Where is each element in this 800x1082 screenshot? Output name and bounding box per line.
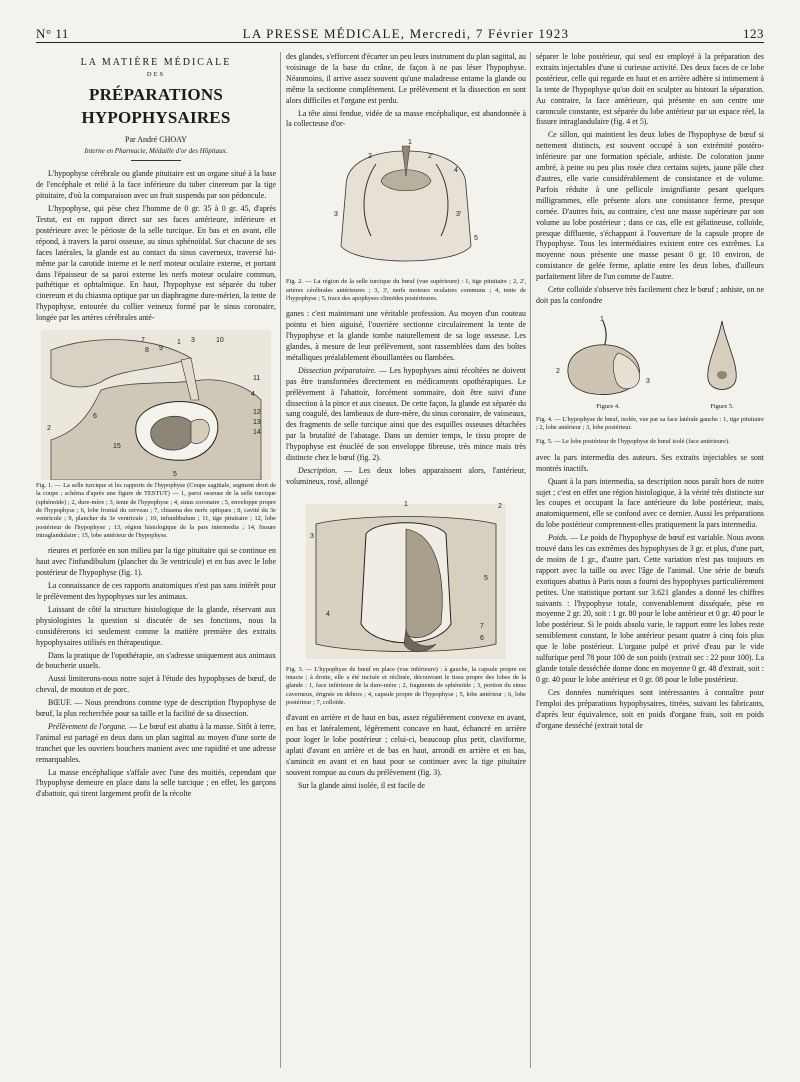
paragraph: Cette colloïde s'observe très facilement chez le bœuf ; anhiste, on ne doit pas la confondre [536, 285, 764, 305]
column-divider [280, 52, 281, 1068]
figure-5-caption: Fig. 5. — Le lobe postérieur de l'hypophyse de bœuf isolé (face antérieure). [536, 438, 730, 446]
figure-2-number: 3' [456, 211, 462, 219]
figure-1-number: 4 [251, 391, 255, 399]
figure-1-illustration [41, 330, 271, 480]
paragraph: BŒUF. — Nous prendrons comme type de description l'hypophyse de bœuf, la plus recherchée pour sa taille et la facilité de sa dissection. [36, 698, 276, 719]
figure-4-number: 2 [556, 367, 560, 375]
title-rule [131, 160, 181, 161]
figure-5-label: Figure 5. [710, 402, 734, 410]
paragraph: Dans la pratique de l'opothérapie, on s'adresse uniquement aux animaux de boucherie usuels. [36, 650, 276, 671]
figure-1-number: 6 [93, 413, 97, 421]
paragraph [286, 366, 526, 464]
figure-2-caption: Fig. 2. — La région de la selle turcique du bœuf (vue supérieure) : 1, tige pituitaire ; 2, 2', artères cérébrales antérieures ; 3, 3', nerfs moteurs oculaires communs ; 4, tente de l'hypophyse ; 5, trace des apophyses clinoïdes postérieures. [286, 278, 526, 302]
paragraph: avec la pars intermedia des auteurs. Ses extraits injectables se sont montrés inactifs. [536, 452, 764, 473]
column-3 [536, 52, 764, 1068]
column-1 [36, 52, 276, 1068]
paragraph: Ces données numériques sont intéressantes à connaître pour l'emploi des préparations hypophysaires, titrées, suivant les fabricants, d'après leur équivalence, soit en poids d'organe frais, soit en poids d'organe desséché (extrait total de [536, 687, 764, 730]
paragraph: Sur la glande ainsi isolée, il est facile de [298, 780, 425, 790]
figure-1 [36, 330, 276, 540]
figure-2-number: 2' [428, 153, 434, 161]
paragraph [536, 533, 764, 686]
column-2 [286, 52, 526, 1068]
paragraph: Aussi limiterons-nous notre sujet à l'étude des hypophyses de bœuf, de cheval, de mouton et de porc. [36, 674, 276, 695]
paragraph: Quant à la pars intermedia, sa description nous paraît hors de notre sujet ; c'est en effet une région histologique, à la vérité très distincte sur les coupes et occupant la face antérieure du lobe postérieur, mais, anatomiquement, elle se confond avec ce dernier. Aussi les préparations du lobe postérieur comprennent-elles pratiquement la pars intermedia. [536, 476, 764, 530]
figure-2-illustration [306, 136, 506, 276]
figure-1-number: 3 [191, 337, 195, 345]
figure-1-number: 12 [253, 409, 261, 417]
paragraph [286, 466, 526, 488]
figure-4-illustration [548, 313, 668, 403]
section-lead: Poids. [548, 533, 568, 543]
figure-1-number: 7 [141, 337, 145, 345]
article-kicker-sub: DES [146, 70, 166, 78]
figure-4 [548, 313, 668, 412]
figure-3-number: 7 [480, 622, 484, 630]
column-divider [530, 52, 531, 1068]
paragraph [36, 722, 276, 766]
figure-4-label: Figure 4. [596, 402, 620, 410]
article-author: Par André CHOAY [125, 134, 187, 144]
figure-1-number: 1 [177, 339, 181, 347]
paragraph: rieures et perforée en son milieu par la tige pituitaire qui se continue en haut avec l'infundibulum (plancher du 3e ventricule) et en bas avec le lobe postérieur de l'hypophyse (fig. 1). [36, 546, 276, 578]
paragraph: L'hypophyse cérébrale ou glande pituitaire est un organe situé à la base de l'encéphale et relié à la face inférieure du tuber cinereum par la tige pituitaire, d'où la comparaison avec un fruit suspendu par son pédoncule. [36, 169, 276, 201]
figure-5-illustration [692, 313, 752, 403]
section-lead: Prélèvement de l'organe. [48, 721, 128, 731]
figure-5 [692, 313, 752, 412]
paragraph: L'hypophyse, qui pèse chez l'homme de 0 gr. 35 à 0 gr. 45, d'après Testut, est en rapport direct sur ses faces antérieure, inférieure et postérieure avec le périoste de la selle turcique. En bas et en avant, elle répond, à travers la paroi osseuse, au sinus sphénoïdal. Sur chacune de ses faces latérales, la glande est au contact du sinus caverneux, traversé lui-même par la carotide interne et le nerf moteur oculaire externe, et portant dans l'épaisseur de sa paroi externe les nerfs moteur oculaire commun, pathétique et ophtalmique. En haut, l'hypophyse est séparée du tuber cinereum et du chiasma optique par un diaphragme dure-mérien, la tente de l'hypophyse, entourée du collier veineux formé par le sinus coronaire, longée par les artères cérébrales anté- [36, 204, 276, 323]
figure-1-number: 9 [159, 345, 163, 353]
page-header [36, 20, 764, 43]
paragraph-body: — Les deux lobes apparaissent alors, l'antérieur, volumineux, rosé, allongé [286, 466, 526, 486]
figures-4-5 [536, 313, 764, 412]
figure-3-number: 4 [326, 610, 330, 618]
figure-1-number: 2 [47, 425, 51, 433]
figure-3-number: 5 [484, 574, 488, 582]
figure-2-number: 2 [368, 153, 372, 161]
figure-2 [286, 136, 526, 303]
paragraph: Ce sillon, qui maintient les deux lobes de l'hypophyse de bœuf si nettement distincts, est souvent occupé à son extrémité postéro-inférieure par une formation spéciale, anhiste. De coloration jaune ambré, à peine ou peu plus rosée chez certains sujets, jaune pâle chez d'autres, elle varie considérablement de consistance et de volume. Parfois réduite à une pellicule insignifiante pesant quelques milligrammes, elle présente alors une consistance ferme, presque cornée. D'autres fois, au contraire, c'est une masse supérieure par son volume au lobe postérieur ; dans ce cas, elle est gélatineuse, colloïde, presque diffluente, s'échappant à l'ouverture de la capsule propre de l'hypophyse. Tous les intermédiaires existent entre ces extrêmes. La moyenne nous présente une masse pesant 0 gr. 10 environ, de consistance de gelée ferme, aplatie entre les deux lobes, d'ailleurs parfaitement libre de l'un comme de l'autre. [536, 130, 764, 282]
figure-1-number: 8 [145, 347, 149, 355]
figure-4-number: 3 [646, 377, 650, 385]
figure-4-number: 1 [600, 315, 604, 323]
figure-4-caption: Fig. 4. — L'hypophyse de bœuf, isolée, vue par sa face latérale gauche : 1, tige pituitaire ; 2, lobe antérieur ; 3, lobe postérieur. [536, 415, 764, 432]
figure-3-number: 6 [480, 634, 484, 642]
figure-1-number: 13 [253, 419, 261, 427]
paragraph-body: — Les hypophyses ainsi récoltées ne doivent pas être transformées directement en médicaments opothérapiques. Le prélèvement à l'abattoir, forcément sommaire, doit être suivi d'une dissection à la pince et aux ciseaux. De cette façon, la glande est séparée du sang coagulé, des lambeaux de dure-mère, du sinus coronaire, de vaisseaux, des fragments de selle turcique ainsi que des esquilles osseuses détachées par la brutalité de l'abatage. Dans un dernier temps, le tissu propre de l'hypophyse est énucléé de son enveloppe fibreuse, très mince mais très distincte chez le bœuf (fig. 2). [286, 365, 526, 463]
figure-2-number: 4 [454, 167, 458, 175]
article-title: PRÉPARATIONS HYPOPHYSAIRES [81, 84, 231, 128]
paragraph: La tête ainsi fendue, vidée de sa masse encéphalique, est abandonnée à la collecteuse d'or- [286, 108, 526, 129]
figure-2-number: 5 [474, 235, 478, 243]
figure-3-illustration [296, 494, 516, 664]
paragraph: ganes : c'est maintenant une véritable profession. Au moyen d'un couteau pointu et bien aiguisé, l'ouvrière sectionne circulairement la tente de l'hypophyse et la glande tombe naturellement de sa loge osseuse. Les glandes, à mesure de leur prélèvement, sont rassemblées dans des boîtes métalliques préalablement ébouillantées ou flambées. [286, 309, 526, 362]
figure-1-number: 15 [113, 443, 121, 451]
author-affiliation: Interne en Pharmacie, Médaille d'or des Hôpitaux. [84, 146, 228, 155]
paragraph-body: — Le poids de l'hypophyse de bœuf est variable. Nous avons trouvé dans les cas extrêmes des hypophyses de 3 gr. et plus, d'une part, de moins de 1 gr., d'autre part. Cette variation n'est pas toujours en rapport avec la taille ou avec l'âge de l'animal. Une série de bœufs exotiques abattus à Paris nous a fourni des hypophyses particulièrement petites. Une statistique portant sur 3.621 glandes a donné les chiffres suivants : l'hypophyse totale, convenablement disséquée, pèse en moyenne 2 gr. 20, soit : 1 gr. 80 pour le lobe antérieur et 0 gr. 40 pour le lobe postérieur. Si le poids absolu varie, le rapport entre les lobes reste sensiblement constant, le lobe antérieur pesant quatre à cinq fois plus que le lobe postérieur. L'organe pulpé et privé d'eau par le vide sulfurique perd 78 pour 100 de son poids (extrait sec : 22 pour 100). La glande totale desséchée donne donc en moyenne 0 gr. 48 d'extrait, soit : 0 gr. 40 pour le lobe antérieur et 0 gr. 08 pour le lobe postérieur. [536, 533, 764, 684]
paragraph-body: — Le bœuf est abattu à la masse. Sitôt à terre, l'animal est partagé en deux dans un plan sagittal au moyen d'une sorte de tranchet que les ouvriers bouchers manient avec une rapidité et une adresse remarquables. [36, 721, 276, 764]
figure-3-number: 1 [404, 500, 408, 508]
figure-3-caption: Fig. 3. — L'hypophyse de bœuf en place (vue inférieure) : à gauche, la capsule propre est intacte ; à droite, elle a été incisée et réclinée, découvrant le tissu propre des lobes de la glande : 1, face inférieure de la dure-mère ; 2, fragments de sphénoïde ; 3, portion du sinus caverneux, érignée en dehors ; 4, capsule propre de l'hypophyse ; 5, lobe antérieur ; 6, lobe postérieur ; 7, colloïde. [286, 665, 526, 707]
figure-3-number: 2 [498, 502, 502, 510]
figure-3-number: 3 [310, 532, 314, 540]
article-kicker: LA MATIÈRE MÉDICALE [80, 57, 232, 68]
figure-1-number: 14 [253, 429, 261, 437]
figure-2-number: 3 [334, 211, 338, 219]
issue-number: N° 11 [36, 26, 69, 41]
section-lead: Dissection préparatoire. [298, 365, 377, 375]
masthead: LA PRESSE MÉDICALE, Mercredi, 7 Février 1923 [242, 26, 570, 41]
section-lead: Description. [298, 466, 338, 476]
page-number: 123 [742, 26, 764, 41]
figure-2-number: 1 [408, 139, 412, 147]
paragraph: séparer le lobe postérieur, qui seul est employé à la préparation des extraits injectables d'une si curieuse activité. Des deux faces de ce lobe postérieur, celle qui regarde en haut et en arrière adhère si intimement à la tente de l'hypophyse qu'on doit en sculpter au bistouri la séparation. Au contraire, la face antérieure, qui présente en son centre une caroncule constante, est séparée du lobe antérieur par un espace réel, la fissure intraglandulaire (fig. 4 et 5). [536, 52, 764, 127]
figure-3 [286, 494, 526, 708]
figure-1-number: 5 [173, 471, 177, 479]
figure-1-number: 11 [253, 375, 261, 383]
paragraph: d'avant en arrière et de haut en bas, assez régulièrement convexe en avant, en bas et latéralement, légèrement concave en haut, échancré en arrière pour loger le lobe postérieur ; celui-ci, beaucoup plus petit, claviforme, aplati d'avant en arrière et de bas en haut, arrondi en arrière et en bas, s'amincit en avant et en haut pour se continuer avec la tige pituitaire souvent rompue au cours du prélèvement (fig. 3). [286, 713, 526, 777]
paragraph: La masse encéphalique s'affale avec l'une des moitiés, cependant que l'hypophyse demeure en place dans la selle turcique ; en effet, les garçons d'abattoir, qui tirent largement profit de la récolte [36, 767, 276, 799]
paragraph: La connaissance de ces rapports anatomiques n'est pas sans intérêt pour le prélèvement des hypophyses sur les animaux. [36, 581, 276, 601]
paragraph: Laissant de côté la structure histologique de la glande, réservant aux physiologistes la question si discutée de ses fonctions, nous la considérerons ici seulement comme la matière première des extraits hypophysaires utilisés en thérapeutique. [36, 604, 276, 647]
paragraph: des glandes, s'efforcent d'écarter un peu leurs instrument du plan sagittal, au voisinage de la base du crâne, de façon à ne pas léser l'hypophyse. Néanmoins, il arrive assez souvent qu'une maladresse entame la glande ou même la sectionne complètement. Le prélèvement et la dissection en sont alors difficiles et l'organe est perdu. [286, 52, 526, 105]
figure-1-number: 10 [216, 337, 224, 345]
figure-1-caption: Fig. 1. — La selle turcique et les rapports de l'hypophyse (Coupe sagittale, segment droit de la coupe ; schéma d'après une figure de TESTUT) — 1, paroi osseuse de la selle turcique (sphénoïde) ; 2, dure-mère ; 3, tente de l'hypophyse ; 4, sinus coronaire ; 5, enveloppe propre de l'hypophyse ; 6, lobe frontal du cerveau ; 7, chiasma des nerfs optiques ; 8, cavité du 3e ventricule ; 9, plancher du 3e ventricule ; 10, infundibulum ; 11, tige pituitaire ; 12, lobe postérieur de l'hypophyse ; 13, région histologique de la pars intermedia ; 14, fissure intraglandulaire ; 15, lobe antérieur de l'hypophyse. [36, 482, 276, 540]
